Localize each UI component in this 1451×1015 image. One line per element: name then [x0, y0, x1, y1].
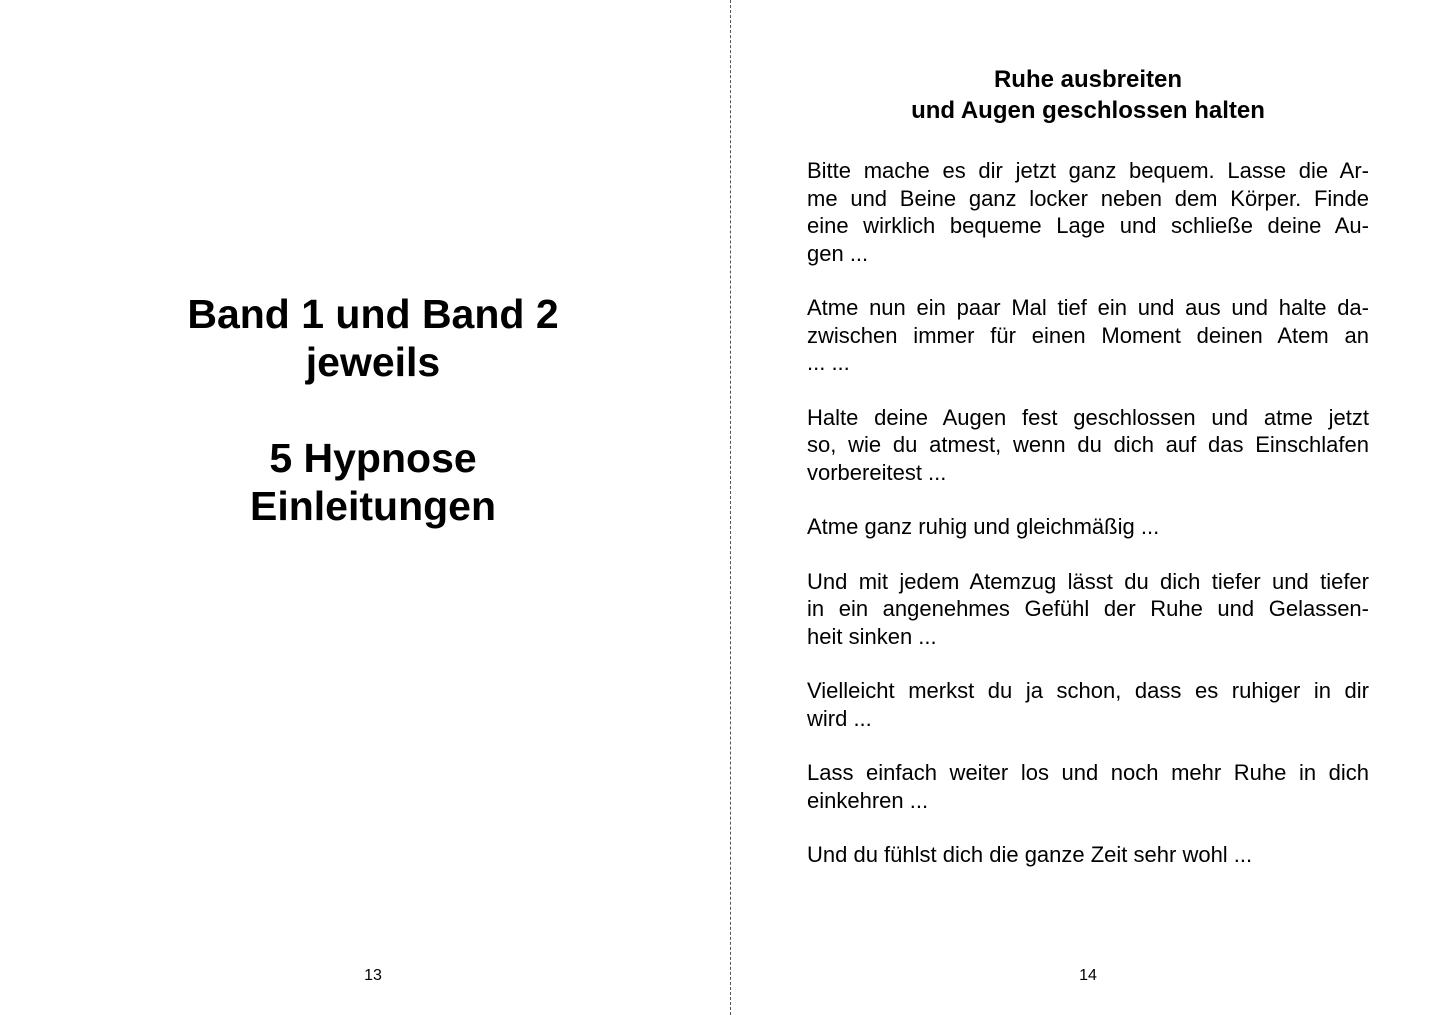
- text-line: ... ...: [807, 350, 850, 375]
- text-line: heit sinken ...: [807, 623, 937, 649]
- title-line-2: jeweils: [305, 339, 441, 385]
- page-number-right: 14: [1079, 967, 1097, 984]
- paragraph: [807, 759, 1369, 814]
- text-line: Atme nun ein paar Mal tief ein und aus und halte da-: [807, 295, 1369, 320]
- paragraph: [807, 157, 1369, 267]
- text-line: eine wirklich bequeme Lage und schließe deine Au-: [807, 213, 1369, 238]
- paragraph: [807, 568, 1369, 651]
- text-line: in ein angenehmes Gefühl der Ruhe und Gelassen-: [807, 596, 1369, 621]
- text-line: Bitte mache es dir jetzt ganz bequem. Lasse die Ar-: [807, 158, 1369, 183]
- paragraph: [807, 513, 1369, 541]
- heading-line-1: Ruhe ausbreiten: [993, 66, 1183, 93]
- heading-line-2: und Augen geschlossen halten: [911, 97, 1265, 124]
- text-line: Atme ganz ruhig und gleichmäßig ...: [807, 514, 1160, 539]
- text-line: Vielleicht merkst du ja schon, dass es ruhiger in dir: [807, 678, 1369, 703]
- paragraph: [807, 677, 1369, 732]
- left-page-title: [0, 290, 746, 530]
- text-line: me und Beine ganz locker neben dem Körper. Finde: [807, 185, 1369, 211]
- page-number-left: 13: [364, 967, 382, 984]
- text-line: vorbereitest ...: [807, 459, 947, 485]
- right-page: [731, 0, 1451, 1015]
- title-line-1: Band 1 und Band 2: [187, 291, 559, 337]
- body-text: [807, 157, 1369, 896]
- text-line: Und mit jedem Atemzug lässt du dich tiefer und tiefer: [807, 568, 1369, 594]
- paragraph: [807, 841, 1369, 869]
- text-line: so, wie du atmest, wenn du dich auf das Einschlafen: [807, 432, 1369, 457]
- paragraph: [807, 294, 1369, 377]
- text-line: zwischen immer für einen Moment deinen Atem an: [807, 322, 1369, 348]
- paragraph: [807, 404, 1369, 487]
- text-line: einkehren ...: [807, 787, 929, 813]
- text-line: gen ...: [807, 240, 869, 266]
- text-line: wird ...: [807, 705, 872, 731]
- text-line: Lass einfach weiter los und noch mehr Ruhe in dich: [807, 760, 1369, 785]
- subtitle-line-2: Einleitungen: [250, 483, 496, 529]
- text-line: Halte deine Augen fest geschlossen und atme jetzt: [807, 404, 1369, 430]
- text-line: Und du fühlst dich die ganze Zeit sehr wohl ...: [807, 842, 1253, 867]
- chapter-heading: [807, 64, 1369, 126]
- subtitle-line-1: 5 Hypnose: [269, 435, 477, 481]
